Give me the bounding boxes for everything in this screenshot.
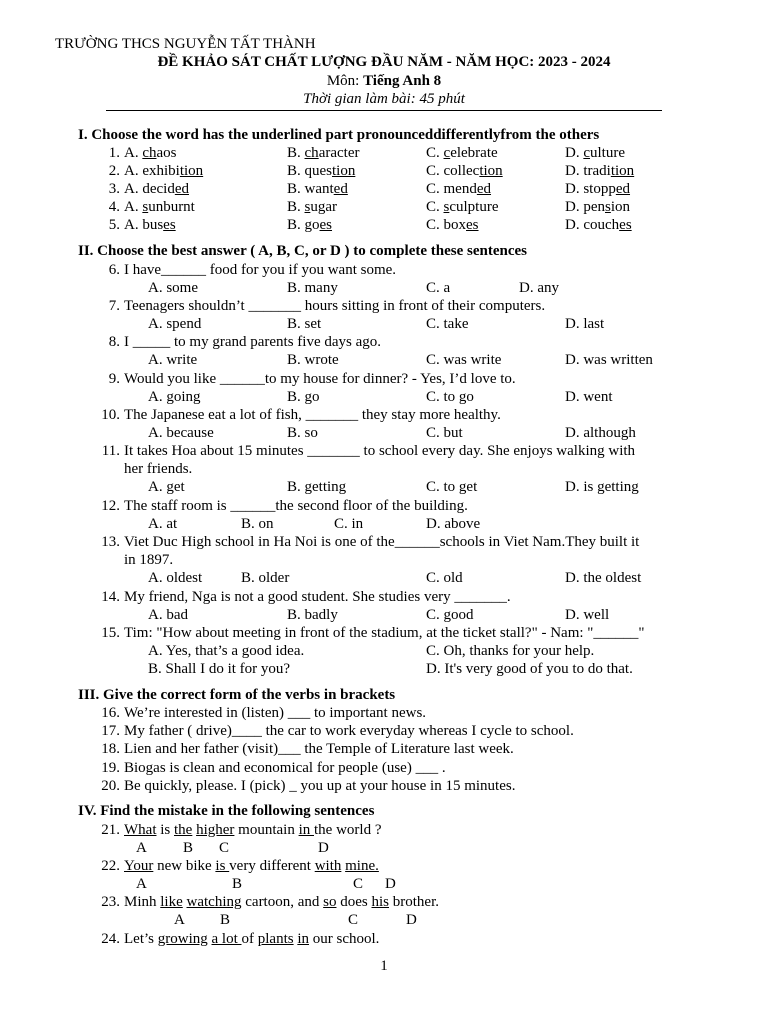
option	[426, 198, 499, 216]
answer-option: D. is getting	[565, 479, 639, 495]
option-text: C. mend	[426, 181, 477, 197]
underlined-part: watching	[186, 894, 242, 910]
option-letter: A	[136, 876, 147, 892]
question-number: 18.	[101, 741, 120, 758]
option-letter: C	[348, 912, 359, 928]
header-divider	[106, 110, 662, 111]
page-number: 1	[380, 958, 388, 974]
question-number: 14.	[101, 589, 120, 605]
option-text: A.	[124, 145, 143, 161]
answer-option: D. any	[519, 280, 559, 296]
underlined-part: mine.	[345, 858, 379, 874]
underlined-part: ch	[142, 145, 157, 161]
subject-line	[0, 72, 768, 90]
option	[565, 216, 632, 234]
option-text: aos	[156, 145, 177, 161]
question-number: 23.	[101, 894, 120, 910]
underlined-part: higher	[196, 822, 235, 838]
underlined-part: ch	[304, 145, 319, 161]
question-text: Would you like ______to my house for dinner? - Yes, I’d love to.	[124, 371, 516, 387]
section-1-title: I. Choose the word has the underlined part pronounceddifferentlyfrom the others	[78, 127, 600, 143]
answer-option: D. was written	[565, 352, 653, 368]
answer-option: C. but	[426, 425, 463, 441]
option	[287, 180, 348, 198]
option-letter: A	[136, 840, 147, 856]
answer-option: D. well	[565, 607, 610, 623]
answer-option: C. was write	[426, 352, 502, 368]
option	[124, 216, 176, 234]
question-number: 15.	[101, 625, 120, 641]
question-number: 1.	[108, 145, 120, 161]
underlined-part: ed	[476, 181, 492, 197]
underlined-part: s	[304, 199, 311, 215]
option-text: unburnt	[148, 199, 195, 215]
underlined-part: ed	[333, 181, 348, 197]
underlined-part: tion	[332, 163, 356, 179]
question-text: Viet Duc High school in Ha Noi is one of the______schools in Viet Nam.They built it	[124, 534, 640, 550]
answer-option: C. take	[426, 316, 469, 332]
underlined-part: es	[163, 217, 176, 233]
subject-label: Môn:	[326, 73, 364, 89]
sentence-text: new bike	[153, 858, 216, 874]
answer-option: A. Yes, that’s a good idea.	[148, 643, 305, 659]
answer-option: B. go	[287, 389, 320, 405]
option	[287, 216, 332, 234]
option-text: C. collec	[426, 163, 480, 179]
question-text: I _____ to my grand parents five days ago.	[124, 334, 382, 350]
underlined-part: What	[124, 822, 157, 838]
answer-option: D. although	[565, 425, 636, 441]
sentence-text: of	[241, 931, 258, 947]
question-text-cont: her friends.	[124, 461, 193, 477]
question-number: 12.	[101, 498, 120, 514]
option-letter: B	[220, 912, 231, 928]
option	[565, 198, 630, 216]
question-text	[124, 857, 379, 875]
option-text: ulture	[590, 145, 626, 161]
option-letter: A	[174, 912, 185, 928]
answer-option: B. set	[287, 316, 322, 332]
sentence-text: mountain	[234, 822, 299, 838]
answer-option: B. on	[241, 516, 274, 532]
question-number: 17.	[101, 723, 120, 740]
option-text: B. want	[287, 181, 334, 197]
question-text: We’re interested in (listen) ___ to important news.	[124, 705, 427, 721]
answer-option: A. get	[148, 479, 185, 495]
sentence-text: Minh	[124, 894, 161, 910]
option	[426, 216, 479, 234]
answer-option: A. because	[148, 425, 214, 441]
option-text: ugar	[310, 199, 338, 215]
question-text	[124, 930, 379, 948]
option-text: B.	[287, 199, 305, 215]
sentence-text: does	[336, 894, 372, 910]
option	[565, 144, 625, 162]
option-text: B. go	[287, 217, 320, 233]
option-text: ion	[610, 199, 631, 215]
question-number: 13.	[101, 534, 120, 550]
question-number: 21.	[101, 822, 120, 838]
option	[565, 162, 634, 180]
option	[124, 180, 189, 198]
option-text: culpture	[449, 199, 499, 215]
sentence-text: brother.	[389, 894, 439, 910]
answer-option: D. the oldest	[565, 570, 642, 586]
section-4-title: IV. Find the mistake in the following sentences	[78, 803, 375, 819]
option-text: B. ques	[287, 163, 332, 179]
underlined-part: his	[371, 894, 389, 910]
option-text: A.	[124, 199, 143, 215]
question-number: 2.	[108, 163, 120, 179]
answer-option: A. oldest	[148, 570, 203, 586]
answer-option: B. wrote	[287, 352, 339, 368]
underlined-part: es	[619, 217, 632, 233]
section-2-title: II. Choose the best answer ( A, B, C, or D ) to complete these sentences	[78, 243, 527, 259]
underlined-part: ed	[615, 181, 631, 197]
option-text: aracter	[318, 145, 360, 161]
answer-option: C. in	[334, 516, 364, 532]
option-text: A. bus	[124, 217, 164, 233]
underlined-part: a lot	[211, 931, 242, 947]
underlined-part: es	[466, 217, 479, 233]
sentence-text: cartoon, and	[241, 894, 324, 910]
sentence-text: is	[156, 822, 174, 838]
option-text: A. decid	[124, 181, 175, 197]
underlined-part: c	[583, 145, 591, 161]
answer-option: D. went	[565, 389, 613, 405]
question-number: 16.	[101, 705, 120, 721]
underlined-part: s	[142, 199, 149, 215]
question-number: 4.	[108, 199, 120, 215]
option	[124, 144, 177, 162]
answer-option: C. to go	[426, 389, 474, 405]
underlined-part: with	[314, 858, 342, 874]
underlined-part: s	[605, 199, 611, 215]
answer-option: A. going	[148, 389, 201, 405]
question-text: My father ( drive)____ the car to work everyday whereas I cycle to school.	[124, 723, 574, 740]
underlined-part: so	[323, 894, 337, 910]
answer-option: A. bad	[148, 607, 188, 623]
question-text: I have______ food for you if you want some.	[124, 262, 397, 278]
underlined-part: plants	[257, 931, 294, 947]
option-letter: D	[318, 840, 329, 856]
underlined-part: es	[319, 217, 333, 233]
question-number: 9.	[108, 371, 120, 387]
question-number: 24.	[101, 931, 120, 947]
option-text: C.	[426, 145, 444, 161]
sentence-text: very different	[229, 858, 315, 874]
question-text: Be quickly, please. I (pick) _ you up at your house in 15 minutes.	[124, 777, 516, 794]
option-letter: B	[183, 840, 194, 856]
underlined-part: ed	[174, 181, 189, 197]
answer-option: B. getting	[287, 479, 347, 495]
option	[426, 144, 498, 162]
answer-option: D. above	[426, 516, 481, 532]
answer-option: A. write	[148, 352, 198, 368]
question-number: 7.	[108, 298, 120, 314]
section-3-title: III. Give the correct form of the verbs in brackets	[78, 687, 396, 703]
option-text: elebrate	[450, 145, 498, 161]
underlined-part: is	[215, 858, 230, 874]
answer-option: C. Oh, thanks for your help.	[426, 643, 595, 659]
question-number: 11.	[101, 443, 120, 459]
question-number: 3.	[108, 181, 120, 197]
option-text: D.	[565, 145, 584, 161]
answer-option: A. some	[148, 280, 198, 296]
option-letter: D	[406, 912, 417, 928]
option	[287, 162, 355, 180]
answer-option: B. many	[287, 280, 338, 296]
answer-option: B. Shall I do it for you?	[148, 661, 291, 677]
option-text: C. box	[426, 217, 467, 233]
question-number: 22.	[101, 858, 120, 874]
answer-option: B. badly	[287, 607, 338, 623]
answer-option: C. good	[426, 607, 474, 623]
option-text: D. tradi	[565, 163, 611, 179]
answer-option: C. to get	[426, 479, 478, 495]
underlined-part: in	[297, 931, 310, 947]
answer-option: B. older	[241, 570, 290, 586]
answer-option: B. so	[287, 425, 318, 441]
option-text: B.	[287, 145, 305, 161]
option-letter: C	[219, 840, 230, 856]
question-number: 20.	[101, 777, 120, 794]
underlined-part: Your	[124, 858, 154, 874]
question-text-cont: in 1897.	[124, 552, 174, 568]
question-number: 19.	[101, 759, 120, 776]
option	[287, 144, 359, 162]
sentence-text: Let’s	[124, 931, 158, 947]
question-text: Teenagers shouldn’t _______ hours sitting in front of their computers.	[124, 298, 546, 314]
question-text: Lien and her father (visit)___ the Temple of Literature last week.	[124, 741, 514, 758]
option-text: D. stopp	[565, 181, 616, 197]
sentence-text: the world ?	[314, 822, 382, 838]
option	[124, 162, 203, 180]
underlined-part: like	[160, 894, 183, 910]
exam-title: ĐỀ KHẢO SÁT CHẤT LƯỢNG ĐẦU NĂM - NĂM HỌC: 2023 - 2024	[157, 54, 611, 70]
option	[287, 198, 337, 216]
underlined-part: tion	[179, 163, 204, 179]
school-name: TRƯỜNG THCS NGUYỄN TẤT THÀNH	[55, 36, 316, 52]
question-text: My friend, Nga is not a good student. She studies very _______.	[124, 589, 511, 605]
underlined-part: growing	[157, 931, 208, 947]
sentence-text: our school.	[309, 931, 380, 947]
option-text: C.	[426, 199, 444, 215]
answer-option: D. It's very good of you to do that.	[426, 661, 633, 677]
answer-option: D. last	[565, 316, 605, 332]
underlined-part: tion	[479, 163, 503, 179]
question-number: 8.	[108, 334, 120, 350]
exam-time: Thời gian làm bài: 45 phút	[303, 91, 465, 107]
underlined-part: s	[443, 199, 450, 215]
question-text: It takes Hoa about 15 minutes _______ to school every day. She enjoys walking with	[124, 443, 636, 459]
question-number: 5.	[108, 217, 120, 233]
underlined-part: c	[443, 145, 451, 161]
underlined-part: the	[174, 822, 193, 838]
underlined-part: in	[298, 822, 314, 838]
underlined-part: tion	[610, 163, 635, 179]
answer-option: A. at	[148, 516, 178, 532]
option	[565, 180, 630, 198]
question-text	[124, 821, 381, 839]
option	[124, 198, 195, 216]
answer-option: C. a	[426, 280, 451, 296]
answer-option: C. old	[426, 570, 463, 586]
option	[426, 162, 503, 180]
option-text: A. exhibi	[124, 163, 180, 179]
option-letter: C	[353, 876, 364, 892]
option-text: D. couch	[565, 217, 620, 233]
question-text: Biogas is clean and economical for people (use) ___ .	[124, 759, 446, 776]
question-text	[124, 893, 439, 911]
option-letter: B	[232, 876, 243, 892]
option-letter: D	[385, 876, 396, 892]
option	[426, 180, 491, 198]
question-number: 10.	[101, 407, 120, 423]
question-number: 6.	[108, 262, 120, 278]
question-text: Tim: "How about meeting in front of the stadium, at the ticket stall?" - Nam: "______"	[124, 625, 645, 641]
question-text: The staff room is ______the second floor of the building.	[124, 498, 468, 514]
answer-option: A. spend	[148, 316, 202, 332]
question-text: The Japanese eat a lot of fish, _______ they stay more healthy.	[124, 407, 501, 423]
option-text: D. pen	[565, 199, 605, 215]
subject-name: Tiếng Anh 8	[363, 73, 442, 89]
